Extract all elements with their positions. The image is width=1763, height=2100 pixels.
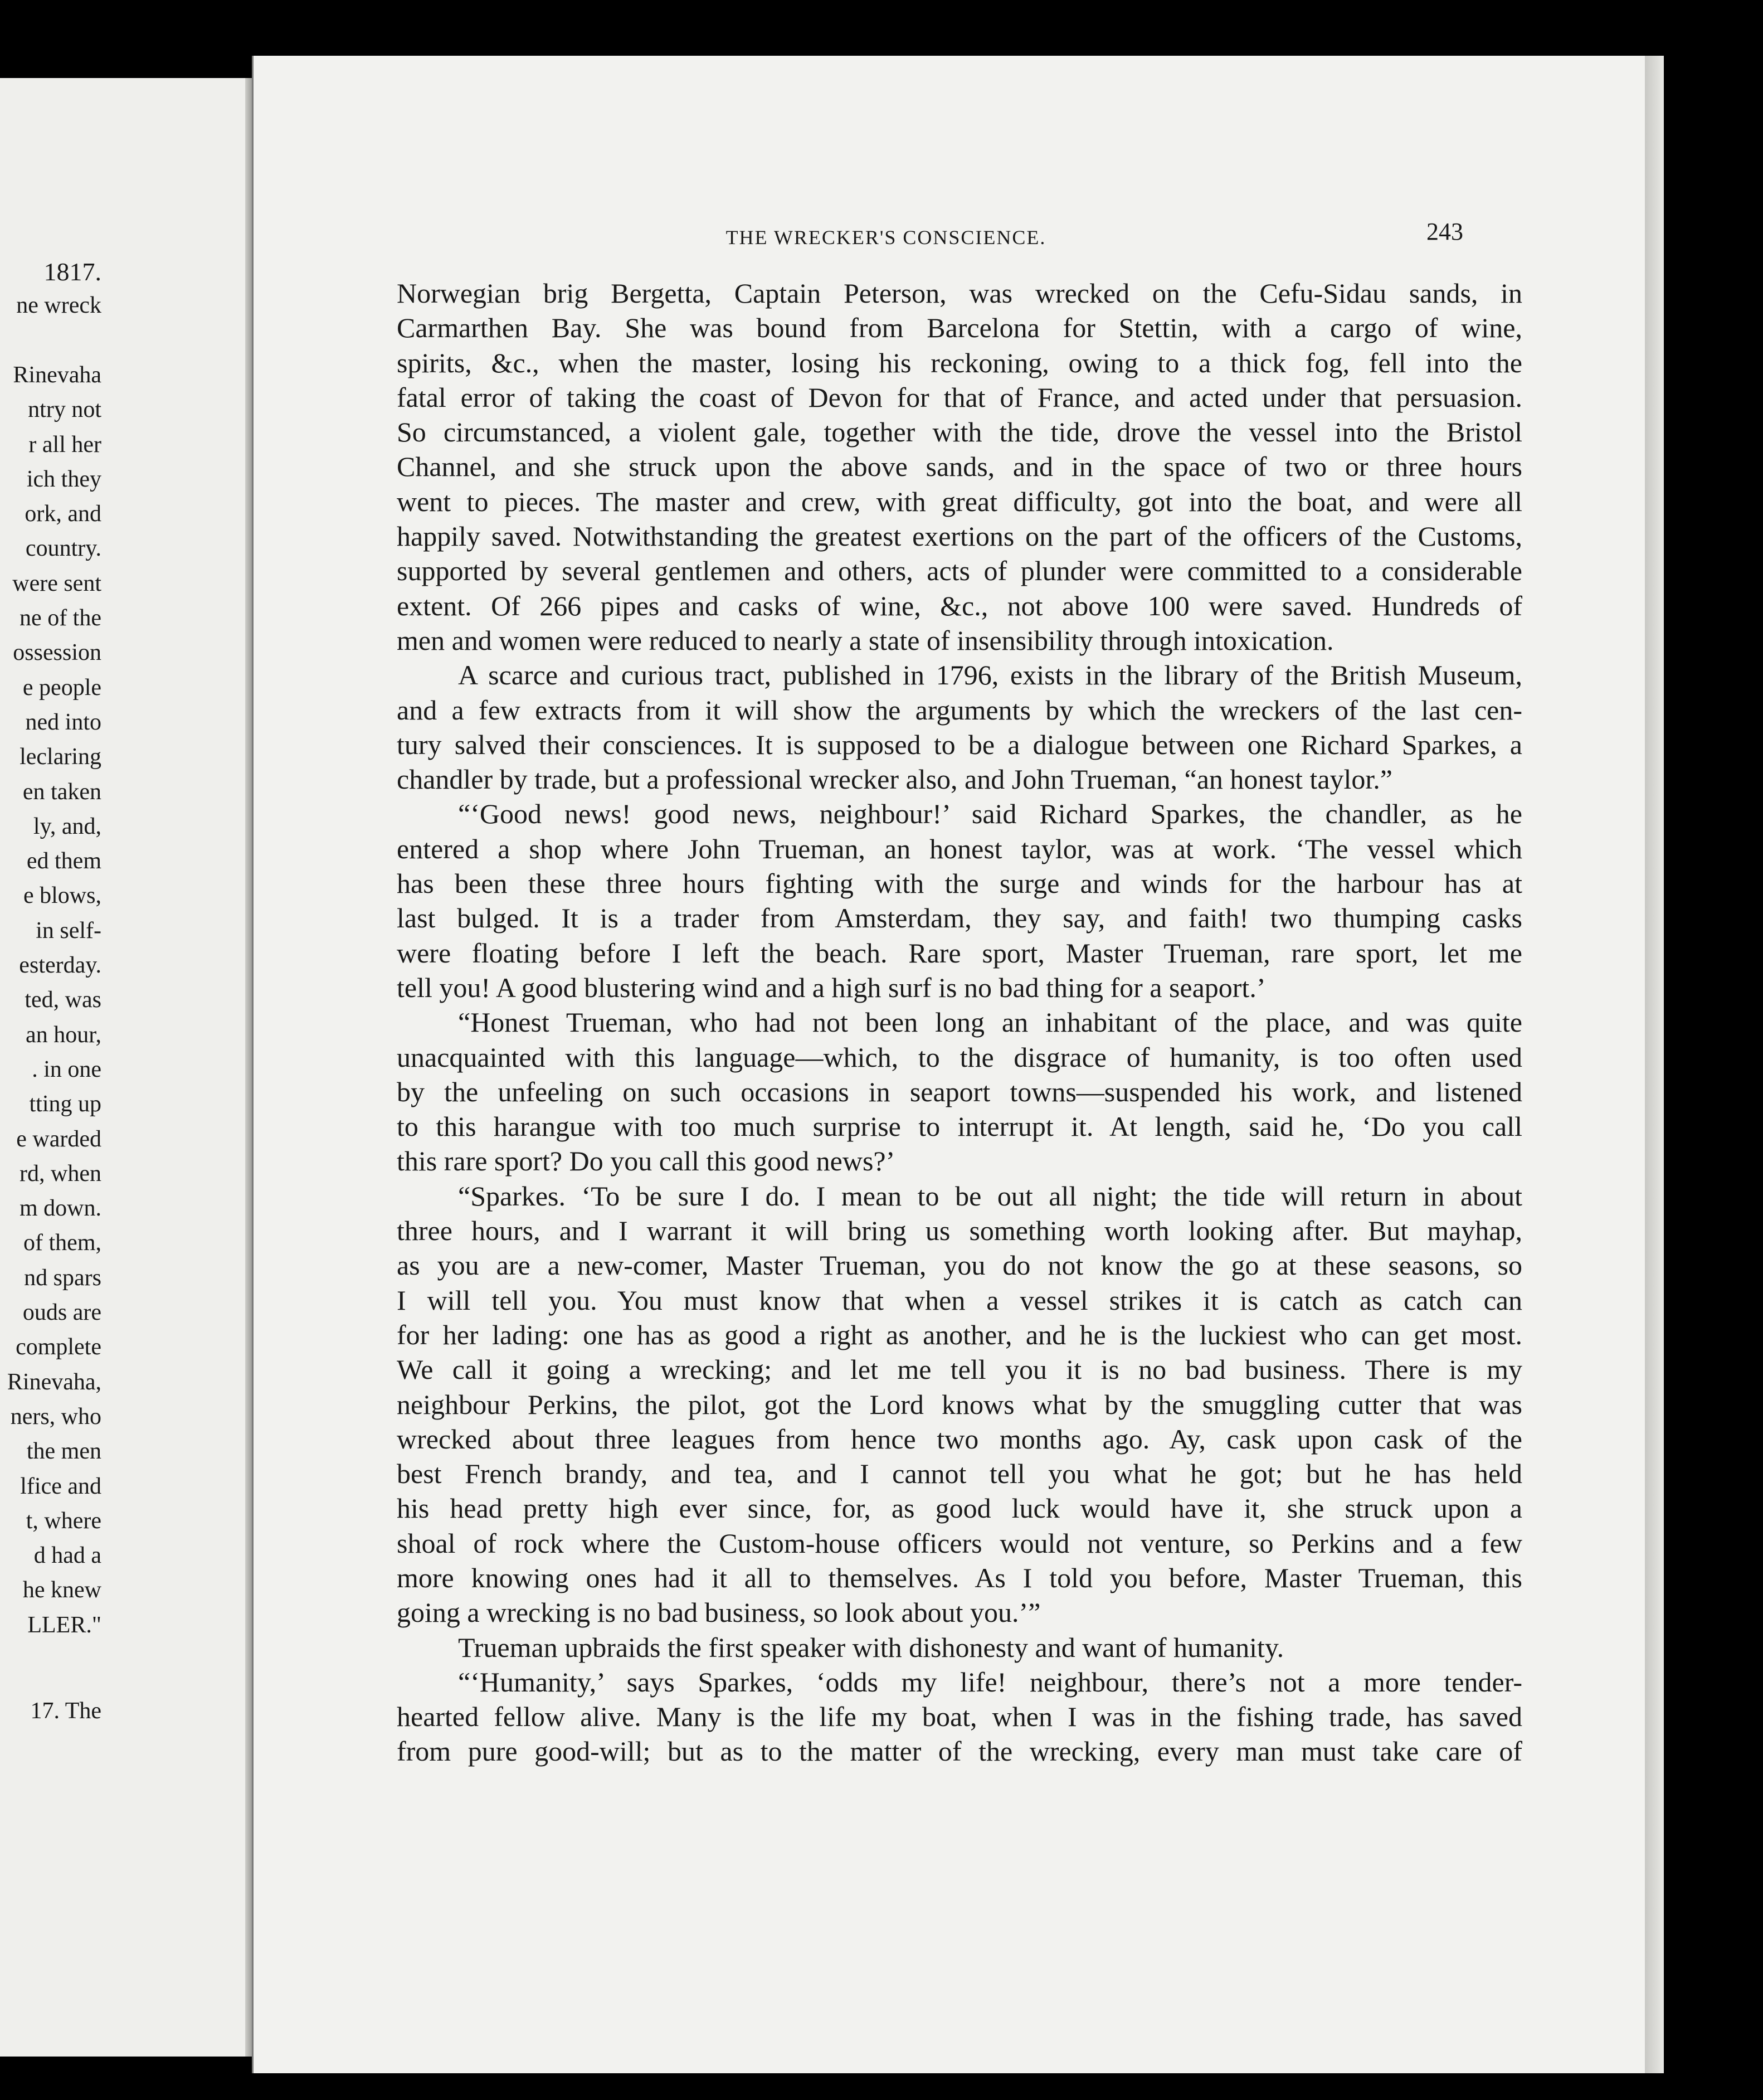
text-line: unacquainted with this language—which, to the disgrace of humanity, is too often used [397,1041,1522,1073]
left-page-fragment: he knew [22,1577,101,1603]
left-page-fragment: e blows, [23,883,101,909]
text-line: for her lading: one has as good a right as another, and he is the luckiest who can get most. [397,1319,1522,1350]
left-page-fragment: ntry not [28,397,101,423]
left-page-fragment: tting up [29,1091,101,1117]
text-line: Norwegian brig Bergetta, Captain Peterson, was wrecked on the Cefu-Sidau sands, in [397,278,1522,309]
text-line: from pure good-will; but as to the matter of the wrecking, every man must take care of [397,1736,1522,1767]
text-line: spirits, &c., when the master, losing his reckoning, owing to a thick fog, fell into the [397,347,1522,378]
left-page-fragment: ouds are [22,1300,101,1325]
left-page-fragment: ed them [26,848,101,874]
text-line: So circumstanced, a violent gale, together with the tide, drove the vessel into the Bristol [397,416,1522,448]
text-line: going a wrecking is no bad business, so look about you.’” [397,1597,1041,1629]
text-line: supported by several gentlemen and others, acts of plunder were committed to a considerable [397,555,1522,587]
text-line: best French brandy, and tea, and I cannot tell you what he got; but he has held [397,1458,1522,1490]
left-page-fragment: of them, [23,1230,101,1256]
left-page-fragment: ners, who [10,1403,101,1430]
text-line: We call it going a wrecking; and let me tell you it is no bad business. There is my [397,1354,1522,1386]
text-line: Channel, and she struck upon the above sands, and in the space of two or three hours [397,451,1522,483]
left-page-fragment: ork, and [25,501,101,527]
text-line: were floating before I left the beach. Rare sport, Master Trueman, rare sport, let me [397,937,1522,969]
left-page-fragment: ne of the [20,605,101,631]
left-page-fragment: Rinevaha, [7,1369,101,1395]
text-line: as you are a new-comer, Master Trueman, you do not know the go at these seasons, so [397,1250,1522,1281]
text-line: three hours, and I warrant it will bring us something worth looking after. But mayhap, [397,1215,1522,1247]
text-line: Carmarthen Bay. She was bound from Barcelona for Stettin, with a cargo of wine, [397,312,1522,344]
left-page-fragment: m down. [20,1195,101,1222]
text-line: I will tell you. You must know that when a vessel strikes it is catch as catch can [397,1284,1522,1316]
text-line: tell you! A good blustering wind and a high surf is no bad thing for a seaport.’ [397,971,1266,1003]
left-page-fragment: 17. The [30,1698,101,1724]
left-page-fragment: an hour, [26,1022,101,1048]
text-line: Trueman upbraids the first speaker with dishonesty and want of humanity. [458,1631,1284,1663]
left-page-fragment: were sent [12,570,101,596]
text-line: “‘Humanity,’ says Sparkes, ‘odds my life! neighbour, there’s not a more tender- [458,1666,1522,1698]
text-line: this rare sport? Do you call this good news?’ [397,1145,895,1177]
text-line: men and women were reduced to nearly a state of insensibility through intoxication. [397,624,1334,656]
text-line: fatal error of taking the coast of Devon for that of France, and acted under that persuasion. [397,381,1522,413]
left-page-fragment: LLER." [27,1612,101,1638]
left-page-fragment: complete [16,1334,101,1360]
left-page-fragment: . in one [32,1056,101,1082]
left-page-fragment: e people [22,674,101,701]
left-page-fragment: 1817. [43,257,101,286]
left-page-fragment: country. [25,536,101,562]
left-page [0,78,245,2057]
text-line: entered a shop where John Trueman, an honest taylor, was at work. ‘The vessel which [397,833,1522,864]
body-text [397,276,1522,1769]
left-page-fragment: ly, and, [33,813,101,839]
left-page-fragment: the men [26,1438,101,1465]
left-page-fragment: ted, was [25,987,101,1013]
left-page-fragment: ossession [13,640,101,666]
text-line: chandler by trade, but a professional wrecker also, and John Trueman, “an honest taylor.” [397,764,1392,795]
text-line: last bulged. It is a trader from Amsterdam, they say, and faith! two thumping casks [397,902,1522,934]
text-line: went to pieces. The master and crew, with great difficulty, got into the boat, and were all [397,485,1522,517]
text-line: and a few extracts from it will show the arguments by which the wreckers of the last cen- [397,694,1522,726]
text-line: A scarce and curious tract, published in 1796, exists in the library of the British Museum, [458,659,1522,691]
text-line: neighbour Perkins, the pilot, got the Lord knows what by the smuggling cutter that was [397,1388,1522,1420]
text-line: “Honest Trueman, who had not been long an inhabitant of the place, and was quite [458,1007,1522,1038]
left-page-fragment: e warded [16,1126,101,1152]
left-page-fragment: t, where [26,1508,101,1534]
page-number: 243 [1426,218,1463,245]
left-page-fragment: lfice and [20,1473,101,1499]
text-line: “Sparkes. ‘To be sure I do. I mean to be out all night; the tide will return in about [458,1180,1522,1212]
running-head: THE WRECKER'S CONSCIENCE. [725,226,1046,249]
text-line: more knowing ones had it all to themselves. As I told you before, Master Trueman, this [397,1562,1522,1593]
left-page-fragment: en taken [22,779,101,805]
text-line: “‘Good news! good news, neighbour!’ said Richard Sparkes, the chandler, as he [458,798,1522,830]
text-line: hearted fellow alive. Many is the life my boat, when I was in the fishing trade, has saved [397,1701,1522,1733]
text-line: shoal of rock where the Custom-house officers would not venture, so Perkins and a few [397,1527,1522,1559]
left-page-fragment: nd spars [24,1265,101,1291]
left-page-fragment: in self- [36,917,101,944]
left-page-fragment: d had a [33,1543,101,1569]
left-page-fragment: ned into [25,709,101,735]
left-page-fragment: ne wreck [16,293,101,319]
left-page-fragment: ich they [26,466,101,492]
text-line: by the unfeeling on such occasions in seaport towns—suspended his work, and listened [397,1076,1522,1107]
text-line: tury salved their consciences. It is supposed to be a dialogue between one Richard Sparkes, a [397,728,1522,760]
left-page-fragment: rd, when [20,1160,101,1187]
text-line: has been these three hours fighting with the surge and winds for the harbour has at [397,868,1522,900]
text-line: his head pretty high ever since, for, as good luck would have it, she struck upon a [397,1493,1522,1524]
left-page-fragment: esterday. [19,952,101,978]
left-page-fragment: r all her [28,431,101,458]
text-line: wrecked about three leagues from hence two months ago. Ay, cask upon cask of the [397,1423,1522,1455]
text-line: extent. Of 266 pipes and casks of wine, &c., not above 100 were saved. Hundreds of [397,590,1522,621]
text-line: to this harangue with too much surprise to interrupt it. At length, said he, ‘Do you call [397,1111,1522,1143]
left-page-fragment: leclaring [20,744,101,770]
text-line: happily saved. Notwithstanding the greatest exertions on the part of the officers of the Customs, [397,521,1522,552]
page-edge [1645,56,1664,2073]
left-page-fragment: Rinevaha [13,362,101,388]
